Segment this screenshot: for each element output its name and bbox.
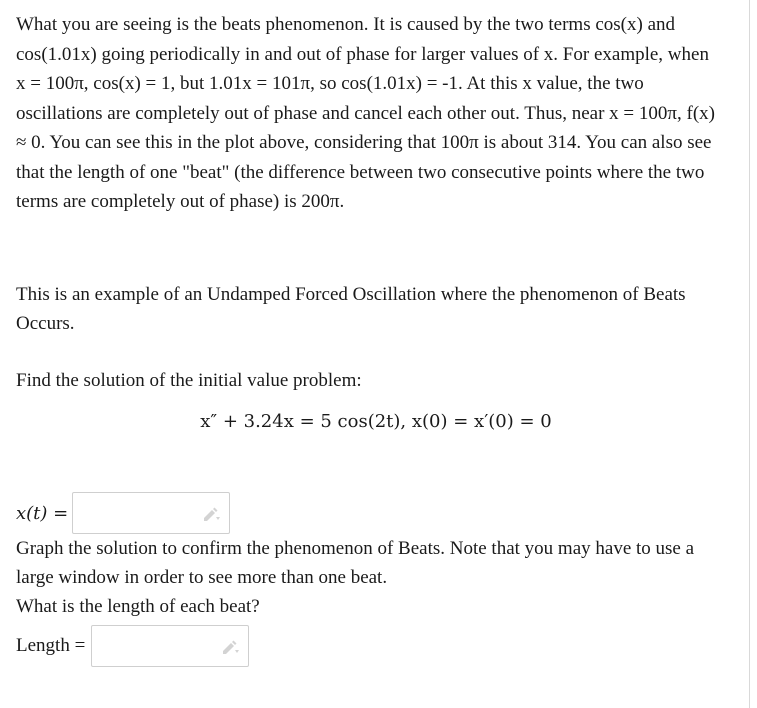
answer-row-x [16, 492, 716, 534]
example-paragraph: This is an example of an Undamped Forced Oscillation where the phenomenon of Beats Occurs. [16, 283, 686, 334]
length-input[interactable] [91, 625, 249, 667]
page-right-border [749, 0, 750, 708]
answer-row-length [16, 625, 716, 667]
length-label: Length = [16, 635, 86, 656]
x-of-t-label: x(t) = [16, 502, 69, 524]
explanation-paragraph: What you are seeing is the beats phenomenon. It is caused by the two terms cos(x) and cos(1.01x) going periodically in and out of phase for larger values of x. For example, when x = 100π, cos(x) = 1, but 1.01x = 101π, so cos(1.01x) = -1. At this x value, the two oscillations are completely out of phase and cancel each other out. Thus, near x = 100π, f(x) ≈ 0. You can see this in the plot above, considering that 100π is about 314. You can also see that the length of one "beat" (the difference between two consecutive points where the two terms are completely out of phase) is 200π. [16, 14, 715, 212]
differential-equation: x″ + 3.24x = 5 cos(2t), x(0) = x′(0) = 0 [200, 411, 552, 432]
beat-length-question: What is the length of each beat? [16, 596, 260, 617]
problem-content [16, 10, 716, 667]
find-instruction: Find the solution of the initial value problem: [16, 369, 362, 391]
x-of-t-input[interactable] [72, 492, 230, 534]
pencil-icon[interactable] [220, 639, 240, 655]
pencil-icon[interactable] [201, 506, 221, 522]
graph-instruction: Graph the solution to confirm the phenomenon of Beats. Note that you may have to use a large window in order to see more than one beat. [16, 538, 695, 588]
